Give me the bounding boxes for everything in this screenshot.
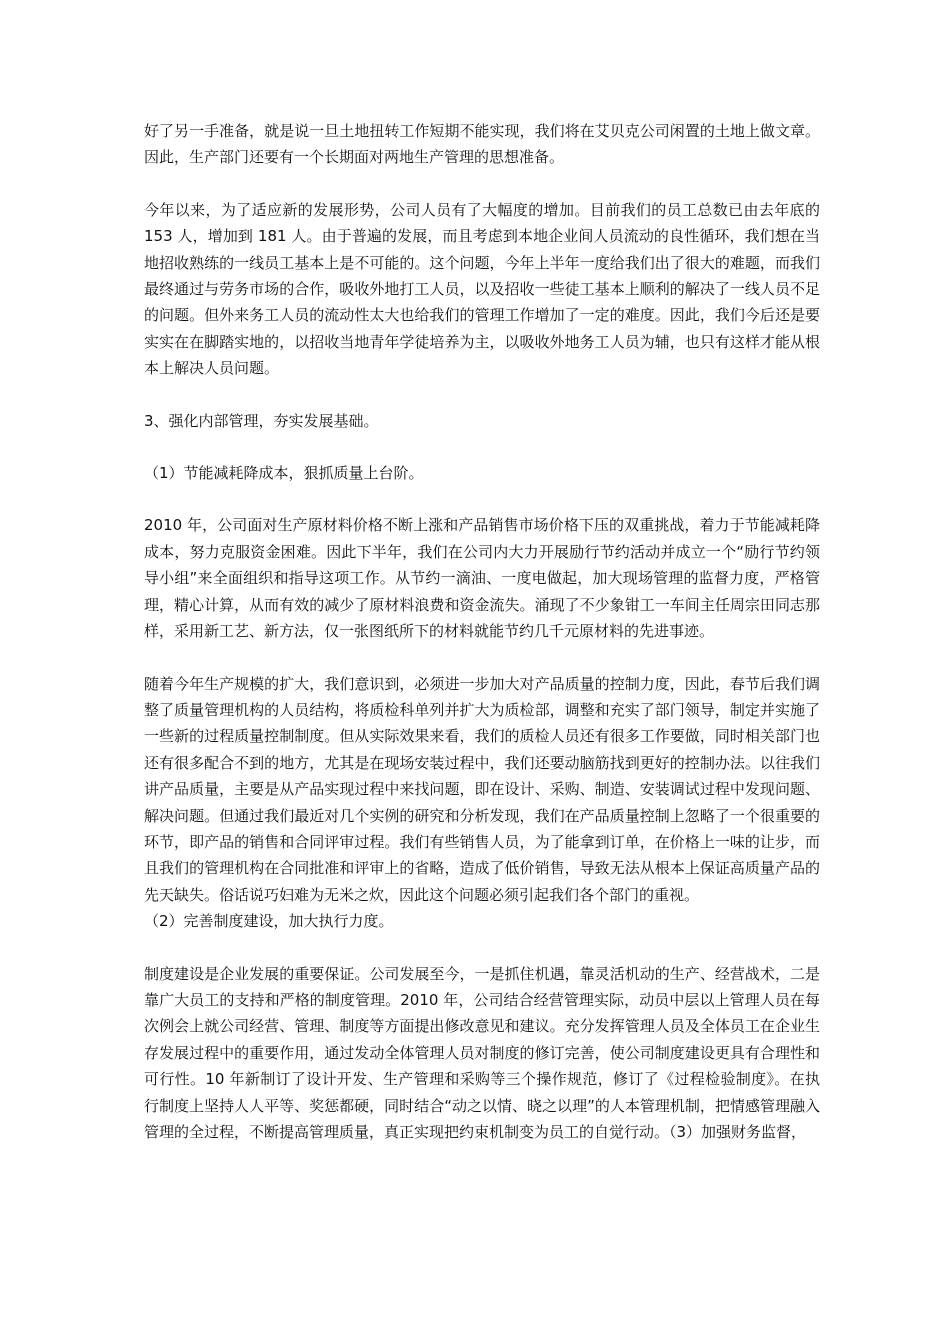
paragraph-spacer (144, 486, 820, 512)
paragraph-spacer (144, 935, 820, 961)
paragraph-cost-reduction: 2010 年，公司面对生产原材料价格不断上涨和产品销售市场价格下压的双重挑战，着力于节能减耗降成本，努力克服资金困难。因此下半年，我们在公司内大力开展励行节约活动并成立一个“励行节约领导小组”来全面组织和指导这项工作。从节约一滴油、一度电做起，加大现场管理的监督力度，严格管理，精心计算，从而有效的减少了原材料浪费和资金流失。涌现了不少象钳工一车间主任周宗田同志那样，采用新工艺、新方法，仅一张图纸所下的材料就能节约几千元原材料的先进事迹。 (144, 516, 820, 641)
paragraph-spacer (144, 645, 820, 671)
paragraph-spacer (144, 382, 820, 408)
paragraph-system-building: 制度建设是企业发展的重要保证。公司发展至今，一是抓住机遇，靠灵活机动的生产、经营战术，二是靠广大员工的支持和严格的制度管理。2010 年，公司结合经营管理实际，动员中层以上管理人员在每次例会上就公司经营、管理、制度等方面提出修改意见和建议。充分发挥管理人员及全体员工在企业生存发展过程中的重要作用，通过发动全体管理人员对制度的修订完善，使公司制度建设更具有合理性和可行性。10 年新制订了设计开发、生产管理和采购等三个操作规范，修订了《过程检验制度》。在执行制度上坚持人人平等、奖惩都硬，同时结合“动之以情、晓之以理”的人本管理机制，把情感管理融入管理的全过程，不断提高管理质量，真正实现把约束机制变为员工的自觉行动。（3）加强财务监督， (144, 964, 820, 1141)
paragraph-spacer (144, 171, 820, 197)
document-page (144, 118, 820, 1145)
paragraph-quality-control: 随着今年生产规模的扩大，我们意识到，必须进一步加大对产品质量的控制力度，因此，春节后我们调整了质量管理机构的人员结构，将质检科单列并扩大为质检部，调整和充实了部门领导，制定并实施了一些新的过程质量控制制度。但从实际效果来看，我们的质检人员还有很多工作要做，同时相关部门也还有很多配合不到的地方，尤其是在现场安装过程中，我们还要动脑筋找到更好的控制办法。以往我们讲产品质量，主要是从产品实现过程中来找问题，即在设计、采购、制造、安装调试过程中发现问题、解决问题。但通过我们最近对几个实例的研究和分析发现，我们在产品质量控制上忽略了一个很重要的环节，即产品的销售和合同评审过程。我们有些销售人员，为了能拿到订单，在价格上一味的让步，而且我们的管理机构在合同批准和评审上的省略，造成了低价销售，导致无法从根本上保证高质量产品的先天缺失。俗话说巧妇难为无米之炊，因此这个问题必须引起我们各个部门的重视。 (144, 674, 820, 904)
paragraph-spacer (144, 434, 820, 460)
section-heading-internal-management: 3、强化内部管理，夯实发展基础。 (144, 411, 379, 430)
subheading-energy-saving: （1）节能减耗降成本，狠抓质量上台阶。 (144, 464, 424, 483)
paragraph-staffing: 今年以来，为了适应新的发展形势，公司人员有了大幅度的增加。目前我们的员工总数已由去年底的 153 人，增加到 181 人。由于普遍的发展，而且考虑到本地企业间人员流动的良性循环，我们想在当地招收熟练的一线员工基本上是不可能的。这个问题，今年上半年一度给我们出了很大的难题，而我们最终通过与劳务市场的合作，吸收外地打工人员，以及招收一些徒工基本上顺利的解决了一线人员不足的问题。但外来务工人员的流动性太大也给我们的管理工作增加了一定的难度。因此，我们今后还是要实实在在脚踏实地的，以招收当地青年学徒培养为主，以吸收外地务工人员为辅，也只有这样才能从根本上解决人员问题。 (144, 200, 820, 378)
subheading-system-building: （2）完善制度建设，加大执行力度。 (144, 912, 394, 931)
paragraph-land-preparation: 好了另一手准备，就是说一旦土地扭转工作短期不能实现，我们将在艾贝克公司闲置的土地上做文章。因此，生产部门还要有一个长期面对两地生产管理的思想准备。 (144, 122, 820, 167)
